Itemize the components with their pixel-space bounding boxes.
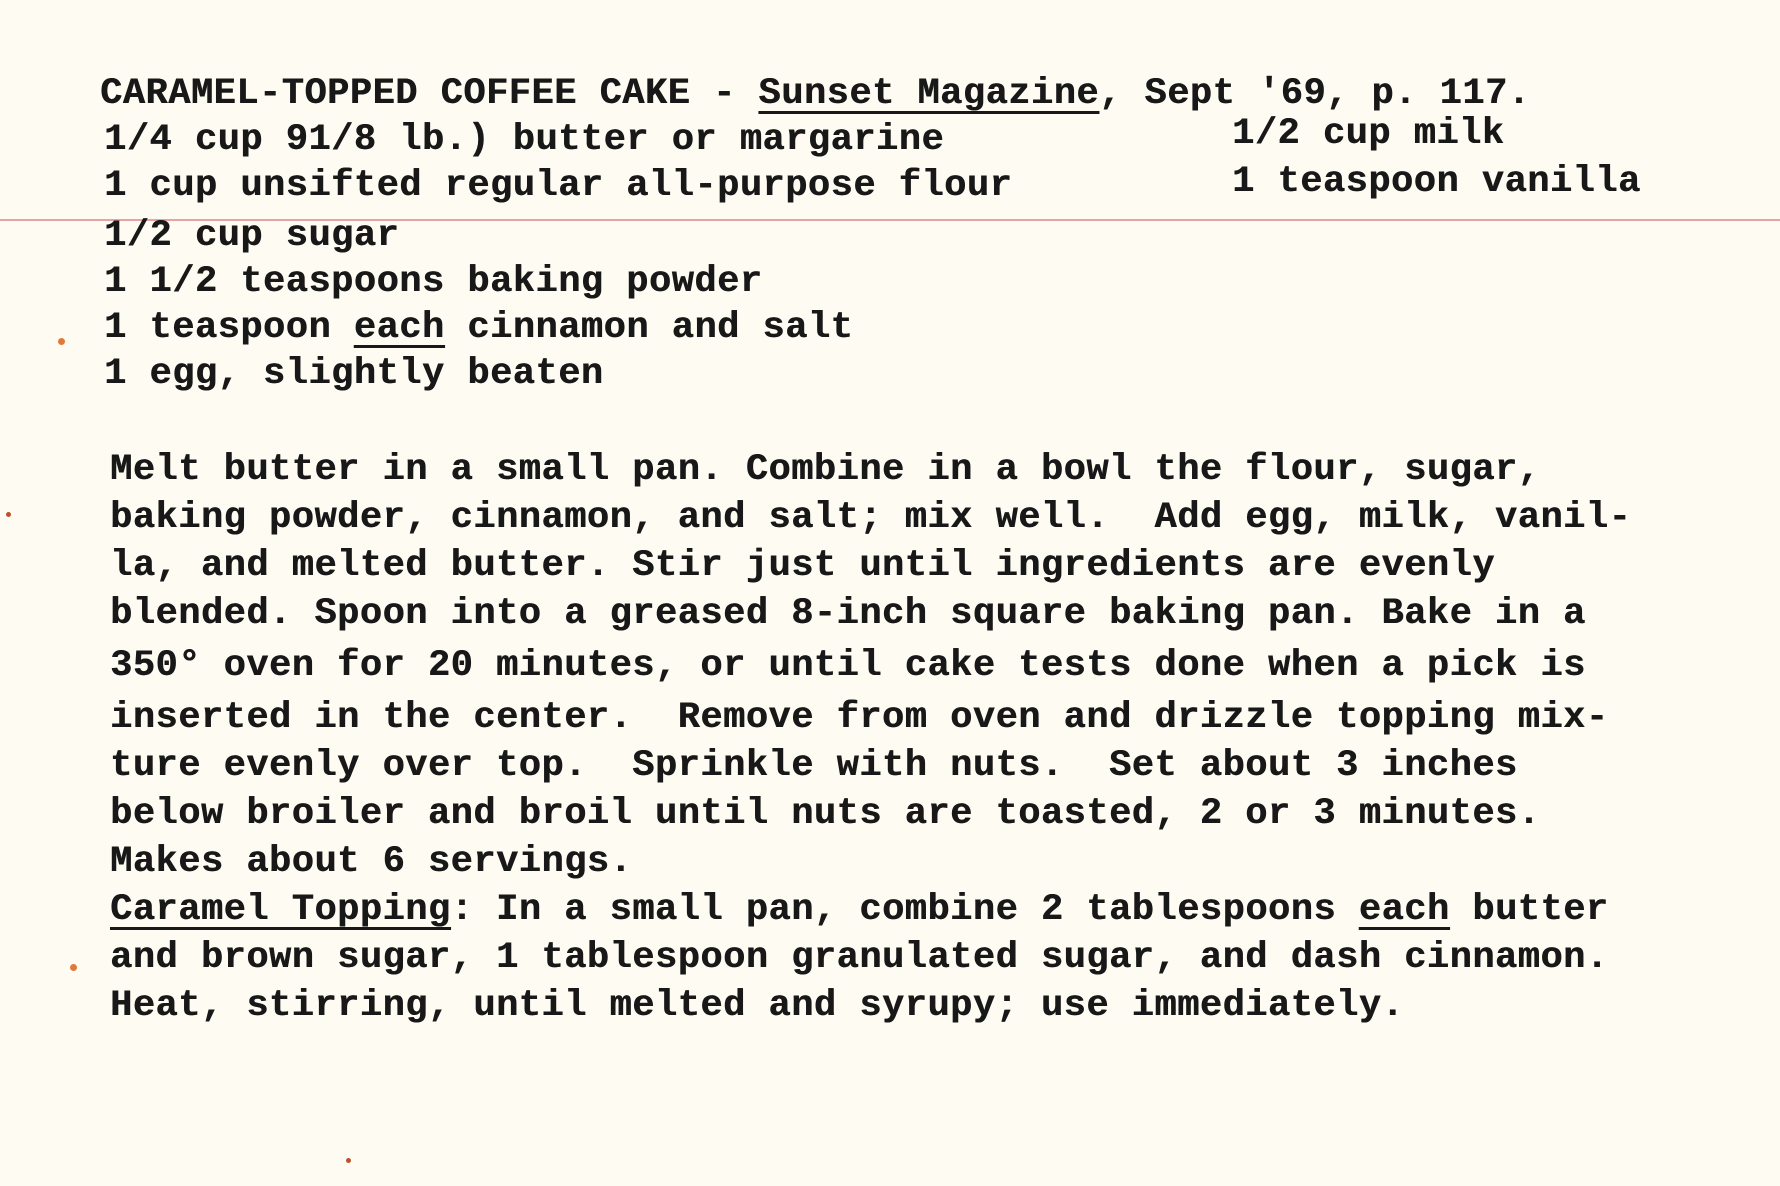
ingredient-cinnamon-salt: [104, 307, 854, 349]
direction-line-6: inserted in the center. Remove from oven and drizzle topping mix-: [110, 697, 1609, 739]
recipe-citation: , Sept '69, p. 117.: [1098, 73, 1531, 115]
direction-line-9: Makes about 6 servings.: [110, 841, 633, 883]
recipe-title: CARAMEL-TOPPED COFFEE CAKE: [100, 73, 691, 115]
topping-each-underlined: each: [1358, 889, 1450, 931]
ink-mark: [70, 964, 77, 971]
topping-line-2: and brown sugar, 1 tablespoon granulated sugar, and dash cinnamon.: [110, 937, 1609, 979]
topping-line1-end: butter: [1449, 889, 1609, 931]
direction-line-4: blended. Spoon into a greased 8-inch square baking pan. Bake in a: [110, 593, 1586, 635]
title-dash: -: [690, 73, 759, 115]
ingredient-flour: 1 cup unsifted regular all-purpose flour: [104, 165, 1013, 207]
ingredient-milk: 1/2 cup milk: [1232, 113, 1505, 155]
ink-mark: [58, 338, 65, 345]
recipe-title-line: [100, 73, 1531, 115]
ingredient-cinnamon-salt-end: cinnamon and salt: [444, 307, 854, 349]
ink-mark: [6, 512, 11, 517]
topping-line1-text: In a small pan, combine 2 tablespoons: [495, 889, 1359, 931]
topping-colon: :: [450, 889, 496, 931]
ingredient-each-underlined: each: [353, 307, 445, 349]
topping-line-1: [110, 889, 1609, 931]
direction-line-2: baking powder, cinnamon, and salt; mix well. Add egg, milk, vanil-: [110, 497, 1632, 539]
direction-line-7: ture evenly over top. Sprinkle with nuts. Set about 3 inches: [110, 745, 1518, 787]
direction-line-3: la, and melted butter. Stir just until ingredients are evenly: [110, 545, 1495, 587]
ink-mark: [346, 1158, 351, 1163]
ingredient-sugar: 1/2 cup sugar: [104, 215, 400, 257]
topping-label: Caramel Topping: [110, 889, 451, 931]
ingredient-vanilla: 1 teaspoon vanilla: [1232, 161, 1641, 203]
recipe-source: Sunset Magazine: [758, 73, 1099, 115]
direction-line-5: 350° oven for 20 minutes, or until cake tests done when a pick is: [110, 645, 1586, 687]
topping-line-3: Heat, stirring, until melted and syrupy; use immediately.: [110, 985, 1405, 1027]
direction-line-1: Melt butter in a small pan. Combine in a bowl the flour, sugar,: [110, 449, 1541, 491]
ingredient-cinnamon-salt-start: 1 teaspoon: [104, 307, 354, 349]
ingredient-baking-powder: 1 1/2 teaspoons baking powder: [104, 261, 763, 303]
ingredient-butter: 1/4 cup 91/8 lb.) butter or margarine: [104, 119, 945, 161]
direction-line-8: below broiler and broil until nuts are toasted, 2 or 3 minutes.: [110, 793, 1541, 835]
ingredient-egg: 1 egg, slightly beaten: [104, 353, 604, 395]
